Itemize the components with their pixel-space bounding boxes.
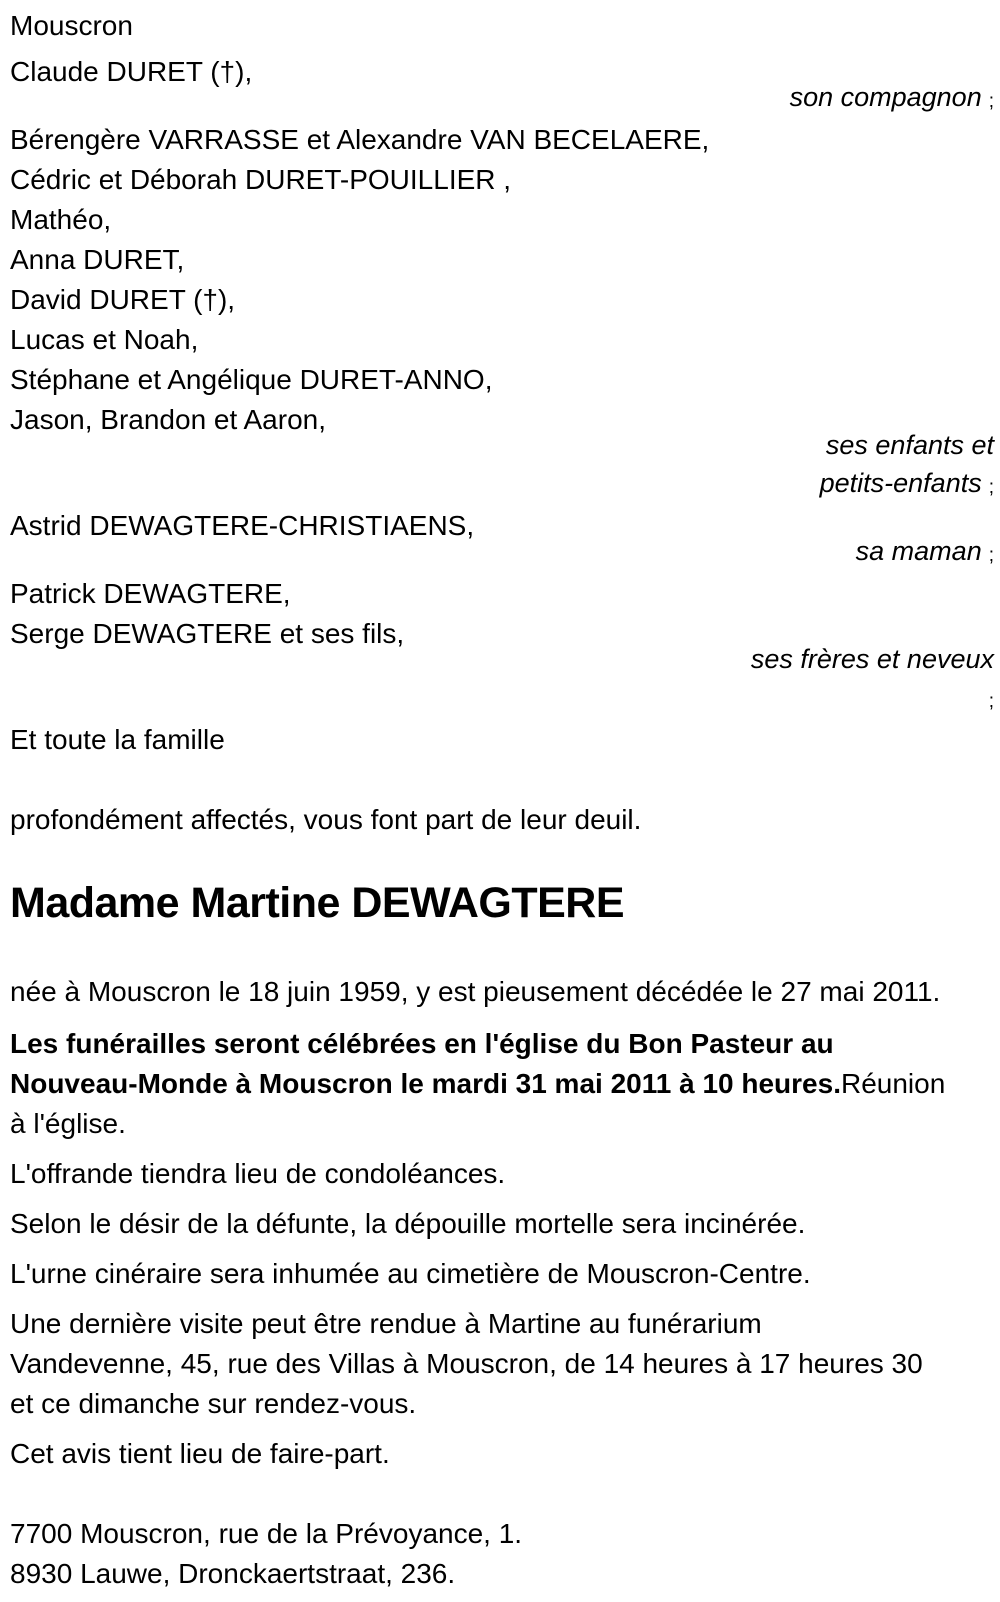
relationship-text: ses frères et neveux	[750, 644, 994, 674]
relationship-semicolon: ;	[988, 545, 994, 566]
mourner-name-line: Patrick DEWAGTERE,	[10, 578, 291, 609]
mourner-name-line: David DURET (†),	[10, 284, 236, 315]
relationship-line	[10, 464, 994, 506]
relationship-semicolon: ;	[988, 691, 994, 712]
relationship-semicolon: ;	[988, 477, 994, 498]
funeral-announcement-line	[10, 1024, 994, 1064]
funeral-announcement-line: à l'église.	[10, 1108, 126, 1139]
mourner-name-line: Mathéo,	[10, 204, 112, 235]
relationship-text: son compagnon	[789, 82, 982, 112]
mourner-name-line: Astrid DEWAGTERE-CHRISTIAENS,	[10, 510, 475, 541]
relationship-text: petits-enfants	[819, 468, 982, 498]
visit-line: Une dernière visite peut être rendue à Martine au funérarium	[10, 1308, 762, 1339]
visit-line: et ce dimanche sur rendez-vous.	[10, 1388, 417, 1419]
mourner-name-line: Stéphane et Angélique DURET-ANNO,	[10, 364, 493, 395]
mourner-name-line: Claude DURET (†),	[10, 56, 253, 87]
deceased-name-heading: Madame Martine DEWAGTERE	[10, 879, 624, 927]
mourner-name-line: Bérengère VARRASSE et Alexandre VAN BECELAERE,	[10, 124, 710, 155]
addresses-section	[10, 1514, 994, 1594]
mourner-group-compagnon	[10, 52, 994, 120]
mourner-group-maman	[10, 506, 994, 574]
birth-death-line: née à Mouscron le 18 juin 1959, y est pieusement décédée le 27 mai 2011.	[10, 976, 941, 1007]
funeral-bold-text: Les funérailles seront célébrées en l'église du Bon Pasteur au	[10, 1028, 834, 1059]
funeral-plain-text: Réunion	[840, 1068, 946, 1099]
address-line: 7700 Mouscron, rue de la Prévoyance, 1.	[10, 1518, 523, 1549]
mourner-group-freres	[10, 574, 994, 720]
visit-line: Vandevenne, 45, rue des Villas à Mouscron, de 14 heures à 17 heures 30	[10, 1348, 923, 1379]
grief-announcement: profondément affectés, vous font part de leur deuil.	[10, 804, 642, 835]
mourner-name-line: Jason, Brandon et Aaron,	[10, 404, 326, 435]
relationship-line	[10, 678, 994, 720]
mourner-name-line: Anna DURET,	[10, 244, 185, 275]
last-visit-paragraph	[10, 1304, 994, 1424]
address-line: 8930 Lauwe, Dronckaertstraat, 236.	[10, 1558, 456, 1589]
funeral-bold-text: Nouveau-Monde à Mouscron le mardi 31 mai 2011 à 10 heures.	[10, 1068, 841, 1099]
mourner-group-enfants	[10, 120, 994, 506]
mourner-name-line: Cédric et Déborah DURET-POUILLIER ,	[10, 164, 512, 195]
mourner-name-line: Lucas et Noah,	[10, 324, 199, 355]
offering-line: L'offrande tiendra lieu de condoléances.	[10, 1158, 506, 1189]
relationship-text: ses enfants et	[825, 430, 994, 460]
city-line: Mouscron	[10, 10, 133, 41]
mourner-name-line: Serge DEWAGTERE et ses fils,	[10, 618, 405, 649]
urn-line: L'urne cinéraire sera inhumée au cimetière de Mouscron-Centre.	[10, 1258, 811, 1289]
family-line: Et toute la famille	[10, 724, 225, 755]
relationship-text: sa maman	[855, 536, 982, 566]
cremation-line: Selon le désir de la défunte, la dépouille mortelle sera incinérée.	[10, 1208, 806, 1239]
funeral-announcement-line	[10, 1064, 994, 1104]
relationship-semicolon: ;	[988, 91, 994, 112]
notice-statement-line: Cet avis tient lieu de faire-part.	[10, 1438, 390, 1469]
